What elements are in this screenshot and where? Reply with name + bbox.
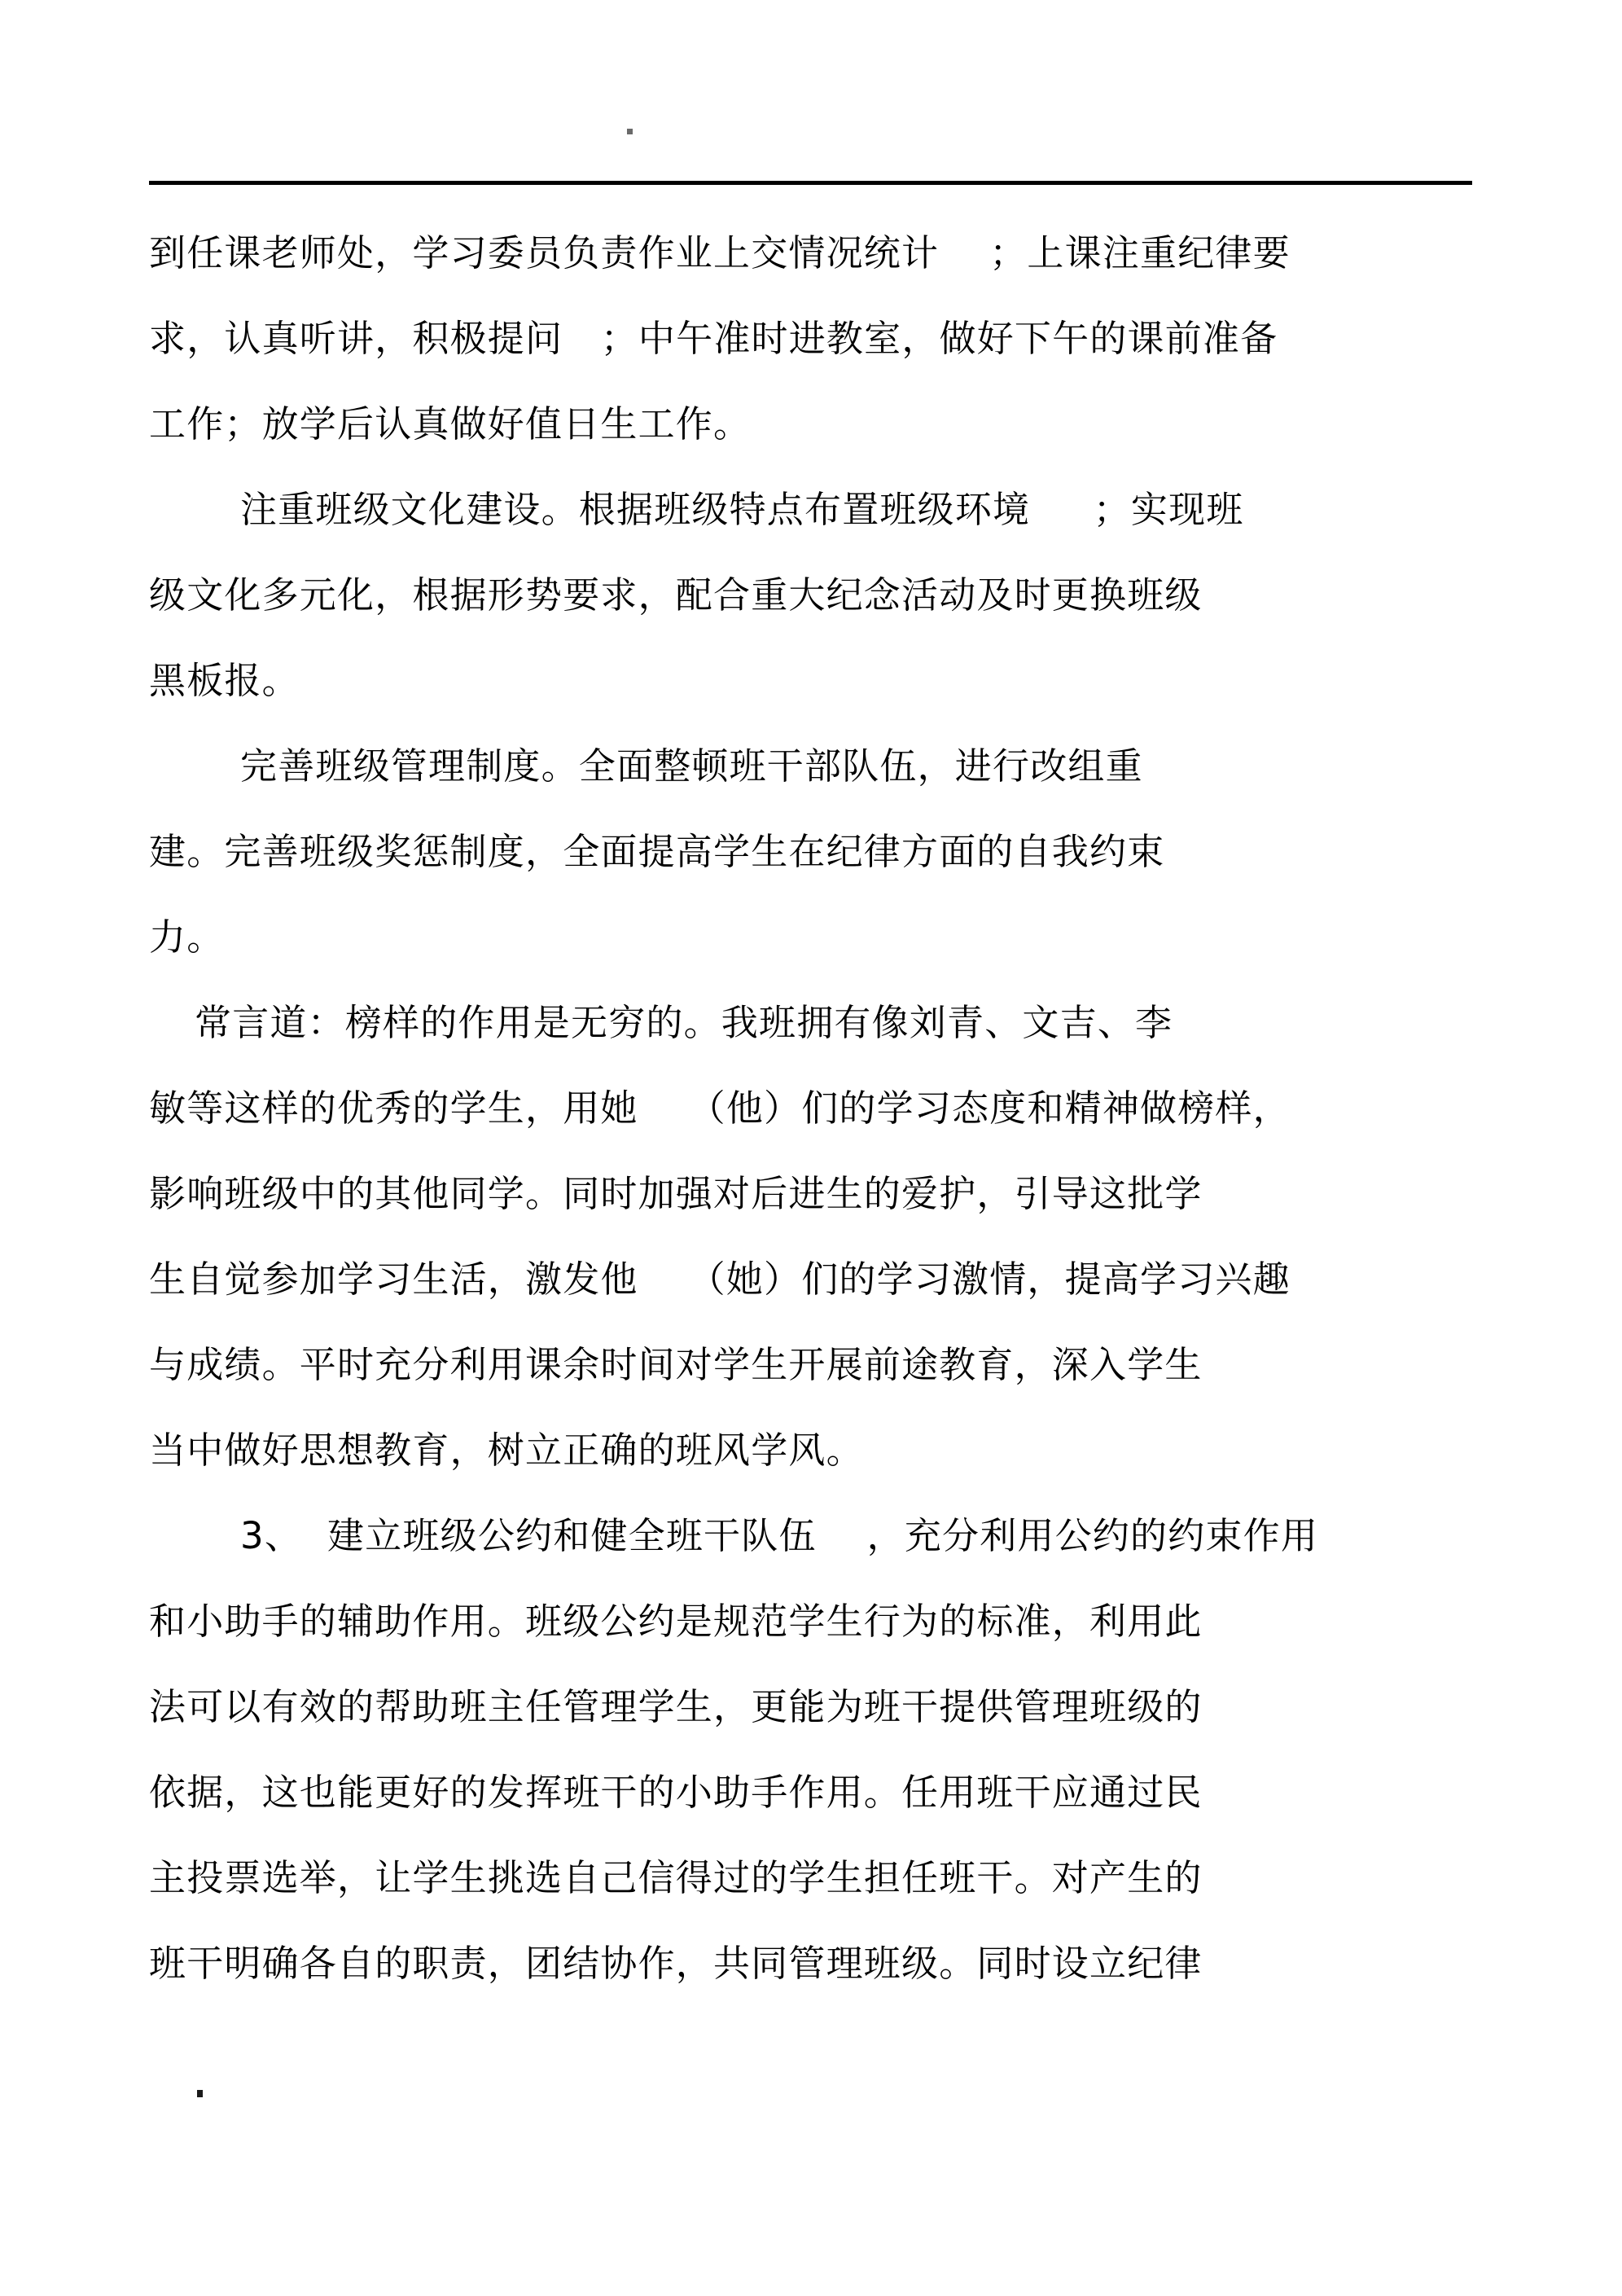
body-text-line: 级文化多元化，根据形势要求，配合重大纪念活动及时更换班级 (149, 573, 1203, 617)
body-text-line: 主投票选举，让学生挑选自己信得过的学生担任班干。对产生的 (149, 1856, 1203, 1899)
body-text-line: 3、 建立班级公约和健全班干队伍 ，充分利用公约的约束作用 (240, 1514, 1319, 1557)
body-text-line: 依据，这也能更好的发挥班干的小助手作用。任用班干应通过民 (149, 1771, 1203, 1814)
body-text-line: 黑板报。 (149, 659, 300, 702)
header-dot-mark (627, 129, 633, 134)
page-footer (0, 2036, 1622, 2296)
header-horizontal-rule (149, 181, 1472, 185)
body-text-line: 当中做好思想教育，树立正确的班风学风。 (149, 1429, 864, 1472)
body-text-line: 力。 (149, 915, 225, 959)
footer-dot-mark (197, 2090, 203, 2097)
page-header (0, 0, 1622, 187)
body-text-line: 和小助手的辅助作用。班级公约是规范学生行为的标准，利用此 (149, 1600, 1203, 1643)
body-text-line: 敏等这样的优秀的学生，用她 （他）们的学习态度和精神做榜样， (149, 1087, 1291, 1130)
body-text-line: 常言道：榜样的作用是无穷的。我班拥有像刘青、文吉、李 (195, 1001, 1173, 1044)
body-text-line: 完善班级管理制度。全面整顿班干部队伍，进行改组重 (240, 744, 1143, 788)
body-text-line: 与成绩。平时充分利用课余时间对学生开展前途教育，深入学生 (149, 1343, 1203, 1386)
body-text-line: 法可以有效的帮助班主任管理学生，更能为班干提供管理班级的 (149, 1685, 1203, 1728)
body-text-line: 工作；放学后认真做好值日生工作。 (149, 402, 752, 446)
body-text-line: 班干明确各自的职责，团结协作，共同管理班级。同时设立纪律 (149, 1942, 1203, 1985)
body-text-line: 影响班级中的其他同学。同时加强对后进生的爱护，引导这批学 (149, 1172, 1203, 1215)
body-text-line: 建。完善班级奖惩制度，全面提高学生在纪律方面的自我约束 (149, 830, 1165, 873)
body-text-line: 注重班级文化建设。根据班级特点布置班级环境 ；实现班 (240, 488, 1244, 531)
body-text-line: 到任课老师处，学习委员负责作业上交情况统计 ；上课注重纪律要 (149, 231, 1291, 274)
document-body (149, 210, 1484, 2006)
body-text-line: 求，认真听讲，积极提问 ；中午准时进教室，做好下午的课前准备 (149, 317, 1278, 360)
body-text-line: 生自觉参加学习生活，激发他 （她）们的学习激情，提高学习兴趣 (149, 1258, 1291, 1301)
